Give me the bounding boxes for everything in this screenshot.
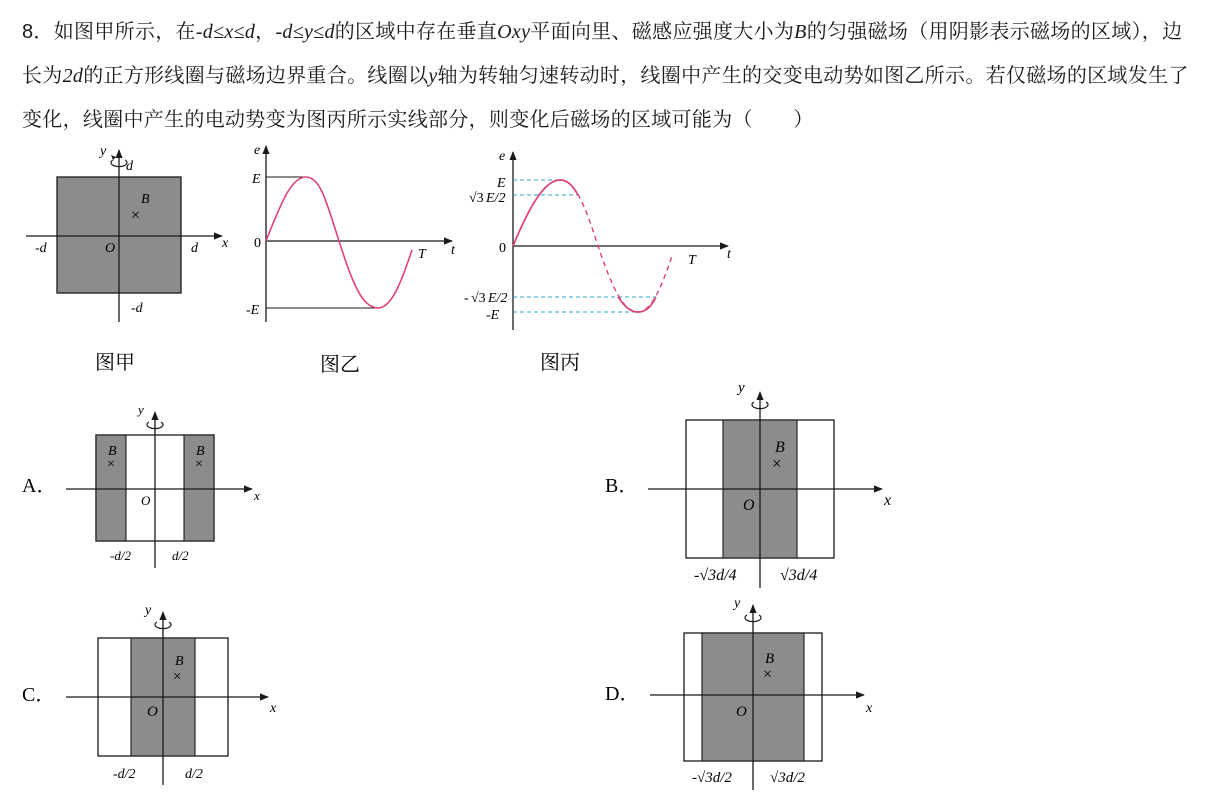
x-label: x xyxy=(884,492,892,509)
t-label: t xyxy=(451,243,455,258)
stem-seg: y xyxy=(428,65,438,87)
right-bound-label: √3d/4 xyxy=(780,567,818,584)
emf-solid-curve-2 xyxy=(618,297,656,312)
neg-E-label: -E xyxy=(246,303,260,318)
cross-mark: × xyxy=(173,669,182,685)
field-label: B xyxy=(108,444,117,459)
stem-seg: 轴为转轴匀速转动时，线圈中产生的交变电动势如图乙所示。若仅磁场的区域发生了变化，线圈中产生的电动势变为图丙所示实线部分，则变化后磁场的区域可能为（ ） xyxy=(22,65,1189,131)
figure-yi xyxy=(246,143,456,376)
stem-seg: -d≤x≤d xyxy=(195,21,256,43)
field-label: B xyxy=(775,439,785,456)
left-bound-label: -d/2 xyxy=(110,548,131,563)
x-label: x xyxy=(222,236,229,251)
stem-seg: 平面向里、磁感应强度大小为 xyxy=(530,21,795,43)
field-label: B xyxy=(175,654,184,669)
halfE-label: E/2 xyxy=(486,191,506,206)
origin-label: O xyxy=(736,704,747,720)
stem-seg: -d≤y≤d xyxy=(275,21,335,43)
cross-mark: × xyxy=(195,457,203,472)
origin-label: O xyxy=(141,493,151,508)
E-label: E xyxy=(252,172,261,187)
cross-mark: × xyxy=(131,207,141,224)
stem-seg: Oxy xyxy=(497,21,531,43)
right-bound-label: d/2 xyxy=(185,767,203,782)
x-label: x xyxy=(270,701,277,716)
e-label: e xyxy=(499,149,506,164)
E-label: E xyxy=(497,176,506,191)
left-bound-label: -√3d/4 xyxy=(694,567,737,584)
option-c[interactable] xyxy=(22,603,277,785)
left-bound-label: -d/2 xyxy=(113,767,136,782)
right-bound-label: √3d/2 xyxy=(770,770,805,786)
cross-mark: × xyxy=(107,457,115,472)
cross-mark: × xyxy=(763,666,773,683)
x-label: x xyxy=(254,488,260,503)
stem-seg: B xyxy=(794,21,807,43)
neg-sign: - xyxy=(464,291,469,306)
stem-seg: 的正方形线圈与磁场边界重合。线圈以 xyxy=(83,65,429,87)
origin-label: O xyxy=(743,497,755,514)
T-label: T xyxy=(688,253,696,268)
rotation-arrow-icon xyxy=(111,155,116,160)
neg-d-bottom-label: -d xyxy=(131,301,143,316)
option-letter[interactable]: C． xyxy=(22,684,56,706)
field-label: B xyxy=(765,651,775,667)
right-bound-label: d/2 xyxy=(172,548,189,563)
y-label: y xyxy=(100,144,107,159)
option-a[interactable] xyxy=(22,402,260,568)
t-label: t xyxy=(727,247,731,262)
x-label: x xyxy=(866,701,873,716)
field-label: B xyxy=(196,444,205,459)
emf-solid-curve-1 xyxy=(513,180,578,246)
sqrt3-label: √3 xyxy=(469,191,484,206)
caption-yi: 图乙 xyxy=(320,354,360,376)
stem-seg: 的匀强磁场（用阴影表示磁场的区域），边长为 xyxy=(22,21,1183,87)
y-label: y xyxy=(145,603,152,618)
stem-seg: 如图甲所示，在 xyxy=(53,21,196,43)
zero-label: 0 xyxy=(499,241,506,256)
caption-bing: 图丙 xyxy=(540,352,580,374)
option-b[interactable] xyxy=(605,380,891,588)
option-letter[interactable]: D． xyxy=(605,683,640,705)
caption-jia: 图甲 xyxy=(95,352,135,374)
neg-d-left-label: -d xyxy=(35,241,47,256)
stem-seg: 的区域中存在垂直 xyxy=(334,21,498,43)
neg-E-label: -E xyxy=(486,308,500,323)
origin-label: O xyxy=(147,704,158,720)
question-number: 8． xyxy=(22,21,54,43)
figure-jia xyxy=(26,144,229,374)
option-letter[interactable]: B． xyxy=(605,475,639,497)
figure-bing xyxy=(464,149,732,374)
emf-curve xyxy=(266,177,412,308)
option-letter[interactable]: A． xyxy=(22,475,57,497)
field-label: B xyxy=(141,192,150,207)
T-label: T xyxy=(418,247,426,262)
y-label: y xyxy=(734,596,741,611)
stem-seg: ， xyxy=(255,21,276,43)
y-label: y xyxy=(738,380,745,396)
zero-label: 0 xyxy=(254,236,261,251)
e-label: e xyxy=(254,143,261,158)
d-right-label: d xyxy=(191,241,198,256)
y-label: y xyxy=(138,402,144,417)
left-bound-label: -√3d/2 xyxy=(692,770,732,786)
option-d[interactable] xyxy=(605,596,873,790)
origin-label: O xyxy=(105,241,116,256)
d-top-label: d xyxy=(126,159,133,174)
stem-seg: 2d xyxy=(62,65,84,87)
sqrt3-label: √3 xyxy=(471,291,486,306)
cross-mark: × xyxy=(772,454,782,473)
halfE-label: E/2 xyxy=(488,291,508,306)
